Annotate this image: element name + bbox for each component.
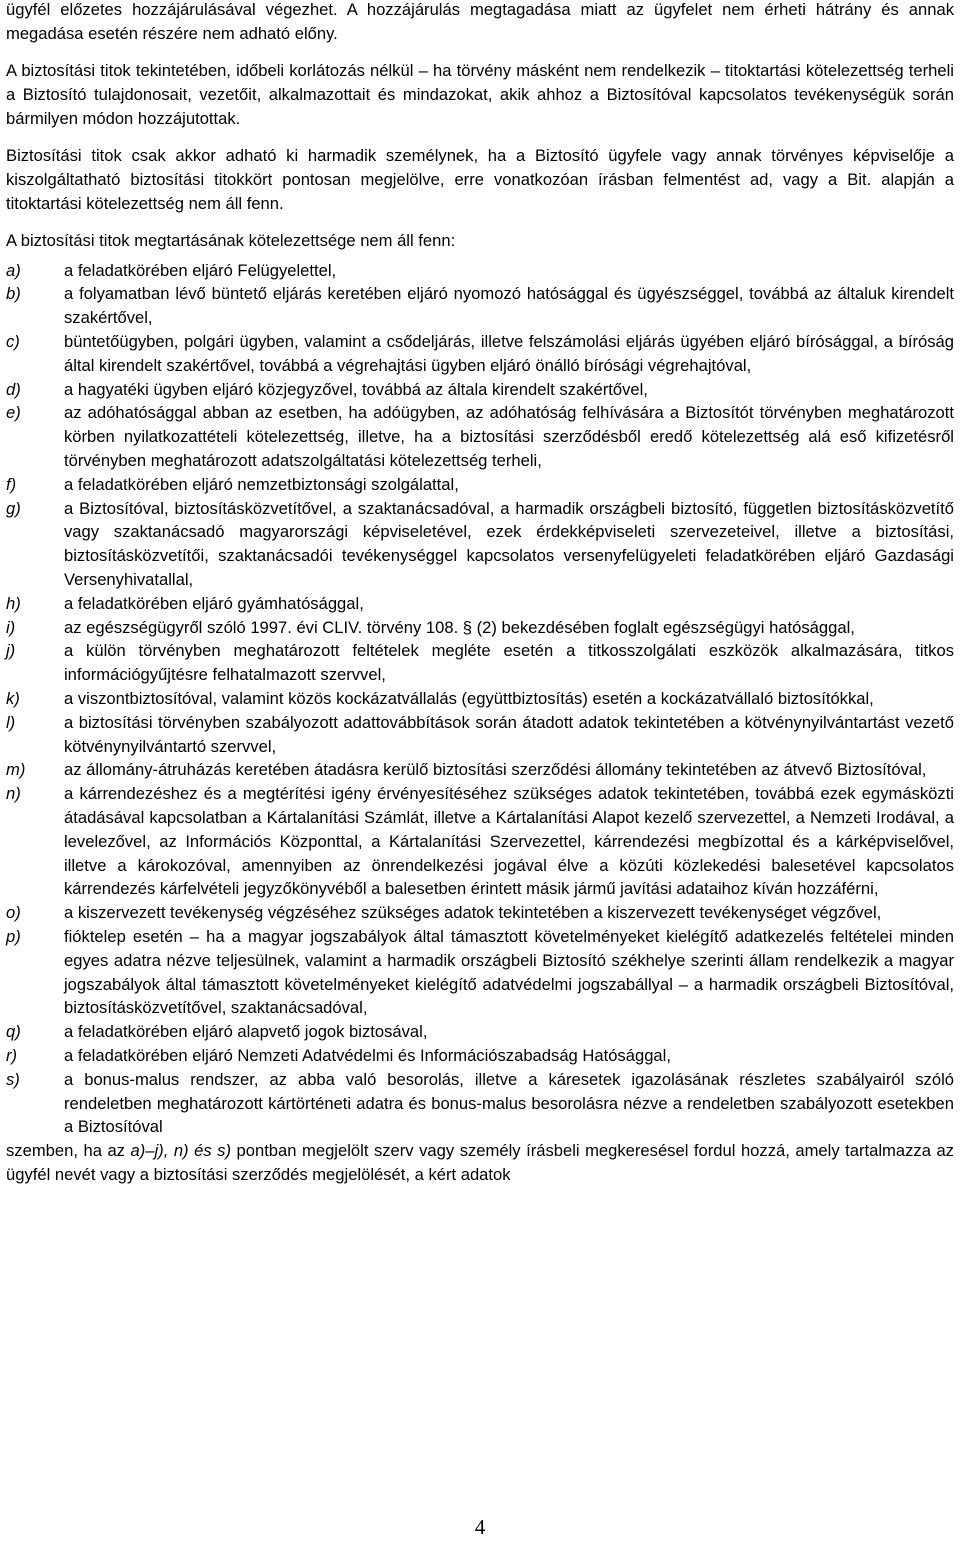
list-item-marker: n) xyxy=(6,784,21,804)
paragraph-consent: ügyfél előzetes hozzájárulásával végezhet. A hozzájárulás megtagadása miatt az ügyfelet nem érheti hátrány és annak megadása esetén részére nem adható előny. xyxy=(6,0,954,43)
list-item xyxy=(6,259,954,283)
list-item xyxy=(6,1044,954,1068)
list-item-text: a bonus-malus rendszer, az abba való besorolás, illetve a káresetek igazolásának részletes szabályairól szóló rendeletben meghatározott kártörténeti adatra és bonus-malus besorolásra nézve a rendeletben szabályozott esetekben a Biztosítóval xyxy=(64,1069,954,1137)
list-item-marker: a) xyxy=(6,260,21,280)
list-item-marker: g) xyxy=(6,498,21,518)
list-item xyxy=(6,925,954,1020)
list-item xyxy=(6,378,954,402)
paragraph-exceptions-intro: A biztosítási titok megtartásának kötelezettsége nem áll fenn: xyxy=(6,230,456,250)
list-item-marker: s) xyxy=(6,1069,20,1089)
list-item-text: az állomány-átruházás keretében átadásra kerülő biztosítási szerződési állomány tekintetében az átvevő Biztosítóval, xyxy=(64,760,927,780)
exceptions-list xyxy=(6,259,954,1139)
list-item-text: a kárrendezéshez és a megtérítési igény érvényesítéséhez szükséges adatok tekintetében, továbbá ezek egymásközti átadásával kapcsolatban a Kártalanítási Számlát, illetve a Kártalanítási Alapot kezelő szervezettel, a Nemzeti Irodával, a levelezővel, az Információs Központtal, a Kártalanítási Szervezettel, kárrendezési megbízottal és a kárképviselővel, illetve a károkozóval, amennyiben az önrendelkezési jogával élve a közúti közlekedési balesetével kapcsolatos kárrendezés kárfelvételi jegyzőkönyvéből a balesetben érintett másik jármű javítási adataihoz kíván hozzáférni, xyxy=(64,784,954,899)
list-item-text: a biztosítási törvényben szabályozott adattovábbítások során átadott adatok tekintetében a kötvénynyilvántartást vezető kötvénynyilvántartó szervvel, xyxy=(64,712,954,756)
list-item-marker: j) xyxy=(6,641,16,661)
closing-suffix: pontban megjelölt szerv vagy személy írásbeli megkeresésel fordul hozzá, amely tartalmazza az ügyfél nevét vagy a biztosítási szerződés megjelölését, a kért adatok xyxy=(6,1141,954,1184)
list-item-text: a feladatkörében eljáró alapvető jogok biztosával, xyxy=(64,1022,428,1042)
list-item-marker: p) xyxy=(6,926,21,946)
list-item xyxy=(6,497,954,592)
list-item xyxy=(6,1020,954,1044)
list-item-text: büntetőügyben, polgári ügyben, valamint a csődeljárás, illetve felszámolási eljárás ügyében eljáró bírósággal, a bíróság által kirendelt szakértővel, továbbá a végrehajtási ügyben eljáró önálló bírósági végrehajtóval, xyxy=(64,332,954,375)
list-item-text: a viszontbiztosítóval, valamint közös kockázatvállalás (együttbiztosítás) esetén a kockázatvállaló biztosítókkal, xyxy=(64,689,874,709)
page-number: 4 xyxy=(474,1515,486,1539)
list-item-marker: d) xyxy=(6,379,21,399)
list-item-marker: b) xyxy=(6,284,21,304)
list-item-text: az egészségügyről szóló 1997. évi CLIV. törvény 108. § (2) bekezdésében foglalt egészségügyi hatósággal, xyxy=(64,617,855,637)
list-item xyxy=(6,687,954,711)
list-item-marker: m) xyxy=(6,760,26,780)
list-item xyxy=(6,1068,954,1139)
list-item-marker: e) xyxy=(6,403,21,423)
list-item-text: a kiszervezett tevékenység végzéséhez szükséges adatok tekintetében a kiszervezett tevékenységet végzővel, xyxy=(64,903,882,923)
list-item-text: a feladatkörében eljáró Felügyelettel, xyxy=(64,260,337,280)
closing-prefix: szemben, ha az xyxy=(6,1141,131,1161)
paragraph-confidentiality-obligation: A biztosítási titok tekintetében, időbeli korlátozás nélkül – ha törvény másként nem rendelkezik – titoktartási kötelezettség terheli a Biztosító tulajdonosait, vezetőit, alkalmazottait és mindazokat, akik ahhoz a Biztosítóval kapcsolatos tevékenységük során bármilyen módon hozzájutottak. xyxy=(6,61,954,128)
list-item xyxy=(6,401,954,472)
list-item xyxy=(6,782,954,901)
list-item-marker: h) xyxy=(6,593,21,613)
list-item-text: fióktelep esetén – ha a magyar jogszabályok által támasztott követelményeket kielégítő adatkezelés feltételei minden egyes adatra nézve teljesülnek, valamint a harmadik országbeli Biztosító székhelye szerinti állam rendelkezik a magyar jogszabályok által támasztott követelményeket kielégítő adatvédelmi jogszabállyal – a harmadik országbeli Biztosítóval, biztosításközvetítővel, szaktanácsadóval, xyxy=(64,926,954,1018)
list-item-marker: l) xyxy=(6,712,16,732)
list-item xyxy=(6,473,954,497)
list-item xyxy=(6,330,954,378)
list-item xyxy=(6,758,954,782)
list-item-text: az adóhatósággal abban az esetben, ha adóügyben, az adóhatóság felhívására a Biztosítót törvényben meghatározott körben nyilatkozattételi kötelezettség, illetve, ha a biztosítási szerződésből eredő kötelezettség alá eső kifizetésről törvényben meghatározott adatszolgáltatási kötelezettség terheli, xyxy=(64,403,954,471)
closing-reference: a)–j), n) és s) xyxy=(130,1141,231,1161)
list-item-marker: k) xyxy=(6,689,20,709)
list-item-text: a Biztosítóval, biztosításközvetítővel, a szaktanácsadóval, a harmadik országbeli biztosító, független biztosításközvetítő vagy szaktanácsadó magyarországi képviseletével, ezek érdekképviseleti szervezeteivel, illetve a biztosítási, biztosításközvetítői, szaktanácsadói tevékenységgel kapcsolatos versenyfelügyeleti feladatkörében eljáró Gazdasági Versenyhivatallal, xyxy=(64,498,954,590)
list-item-marker: q) xyxy=(6,1022,21,1042)
list-item-text: a feladatkörében eljáró nemzetbiztonsági szolgálattal, xyxy=(64,474,459,494)
list-item-text: a feladatkörében eljáró Nemzeti Adatvédelmi és Információszabadság Hatósággal, xyxy=(64,1045,671,1065)
list-item xyxy=(6,901,954,925)
paragraph-disclosure-conditions: Biztosítási titok csak akkor adható ki harmadik személynek, ha a Biztosító ügyfele vagy annak törvényes képviselője a kiszolgáltatható biztosítási titokkört pontosan megjelölve, erre vonatkozóan írásban felmentést ad, vagy a Bit. alapján a titoktartási kötelezettség nem áll fenn. xyxy=(6,145,954,213)
list-item-marker: f) xyxy=(6,474,17,494)
document-body xyxy=(6,0,954,1187)
list-item-text: a feladatkörében eljáró gyámhatósággal, xyxy=(64,593,364,613)
list-item xyxy=(6,282,954,330)
list-item-text: a folyamatban lévő büntető eljárás keretében eljáró nyomozó hatósággal és ügyészséggel, továbbá az általuk kirendelt szakértővel, xyxy=(64,284,954,328)
list-item xyxy=(6,592,954,616)
list-item xyxy=(6,711,954,759)
paragraph-closing xyxy=(6,1139,954,1187)
list-item xyxy=(6,616,954,640)
list-item xyxy=(6,639,954,687)
list-item-text: a külön törvényben meghatározott feltételek megléte esetén a titkosszolgálati eszközök alkalmazására, titkos információgyűjtésre felhatalmazott szervvel, xyxy=(64,641,954,685)
list-item-text: a hagyatéki ügyben eljáró közjegyzővel, továbbá az általa kirendelt szakértővel, xyxy=(64,379,648,399)
list-item-marker: i) xyxy=(6,617,16,637)
list-item-marker: r) xyxy=(6,1045,18,1065)
list-item-marker: o) xyxy=(6,903,21,923)
list-item-marker: c) xyxy=(6,332,20,352)
